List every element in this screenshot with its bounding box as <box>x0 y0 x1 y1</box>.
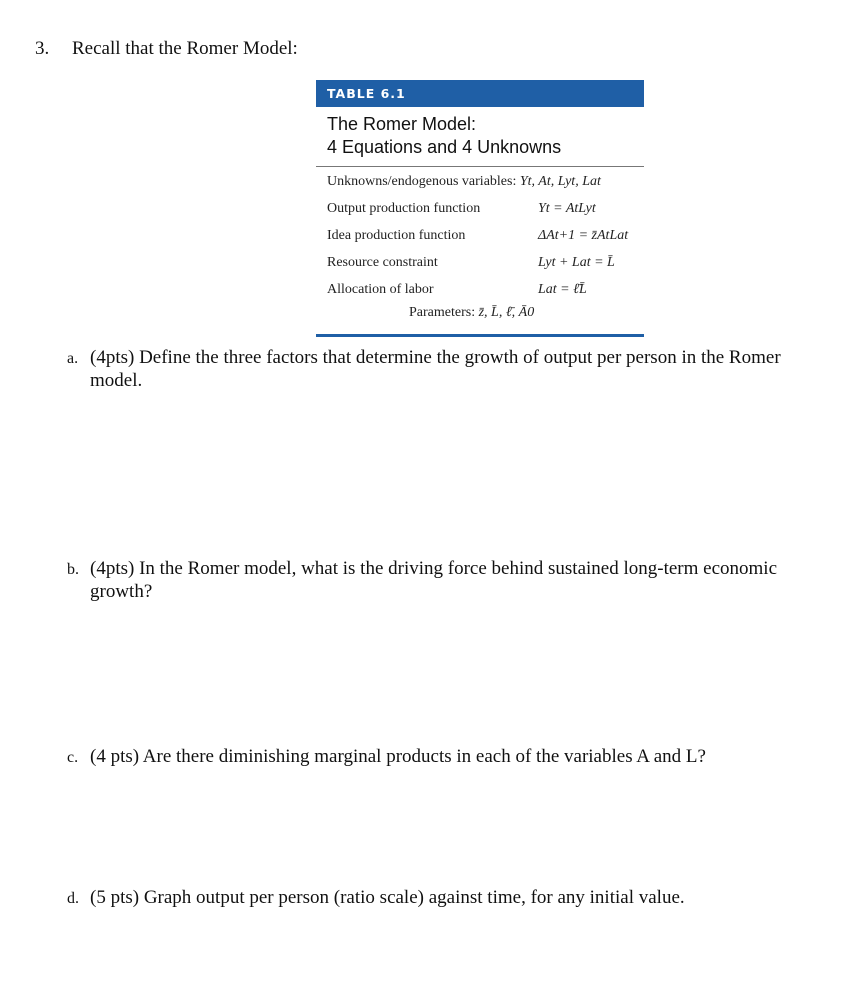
table-label: TABLE 6.1 <box>316 80 644 107</box>
part-d-text: (5 pts) Graph output per person (ratio scale) against time, for any initial value. <box>90 887 685 908</box>
unknowns-label: Unknowns/endogenous variables: <box>327 174 517 189</box>
part-b <box>67 558 847 603</box>
unknowns-row <box>327 174 601 190</box>
parameters-value: z̄, L̄, ℓ̄, Ā0 <box>478 305 535 320</box>
part-b-text-line2: growth? <box>90 581 153 602</box>
part-c <box>67 746 847 769</box>
parameters-row <box>409 305 534 321</box>
part-d <box>67 887 847 910</box>
row-label-allocation: Allocation of labor <box>327 282 434 297</box>
part-b-label: b. <box>67 561 79 578</box>
row-equation-idea: ΔAt+1 = z̄AtLat <box>538 228 629 243</box>
part-a-text-line2: model. <box>90 370 143 391</box>
row-equation-resource: Lyt + Lat = L̄ <box>538 255 615 270</box>
table-top-rule <box>316 166 644 167</box>
part-c-label: c. <box>67 749 79 766</box>
question-number: 3. <box>35 38 50 59</box>
question-intro: Recall that the Romer Model: <box>72 38 298 59</box>
table-bottom-rule <box>316 334 644 337</box>
part-a-text-line1: (4pts) Define the three factors that determine the growth of output per person in the Romer <box>90 347 781 368</box>
row-label-idea: Idea production function <box>327 228 466 243</box>
part-c-text: (4 pts) Are there diminishing marginal products in each of the variables A and L? <box>90 746 706 767</box>
parameters-label: Parameters: <box>409 305 476 320</box>
row-label-output: Output production function <box>327 201 481 216</box>
unknowns-value: Yt, At, Lyt, Lat <box>519 174 601 189</box>
row-equation-allocation: Lat = ℓ̄L̄ <box>538 282 587 297</box>
romer-model-table <box>316 80 644 338</box>
part-a <box>67 347 847 392</box>
row-equation-output: Yt = AtLyt <box>538 201 596 216</box>
part-a-label: a. <box>67 350 79 367</box>
table-title <box>327 113 561 159</box>
part-b-text-line1: (4pts) In the Romer model, what is the driving force behind sustained long-term economic <box>90 558 777 579</box>
table-title-line1: The Romer Model: <box>327 114 477 134</box>
row-label-resource: Resource constraint <box>327 255 438 270</box>
part-d-label: d. <box>67 890 79 907</box>
table-title-line2: 4 Equations and 4 Unknowns <box>327 137 562 157</box>
